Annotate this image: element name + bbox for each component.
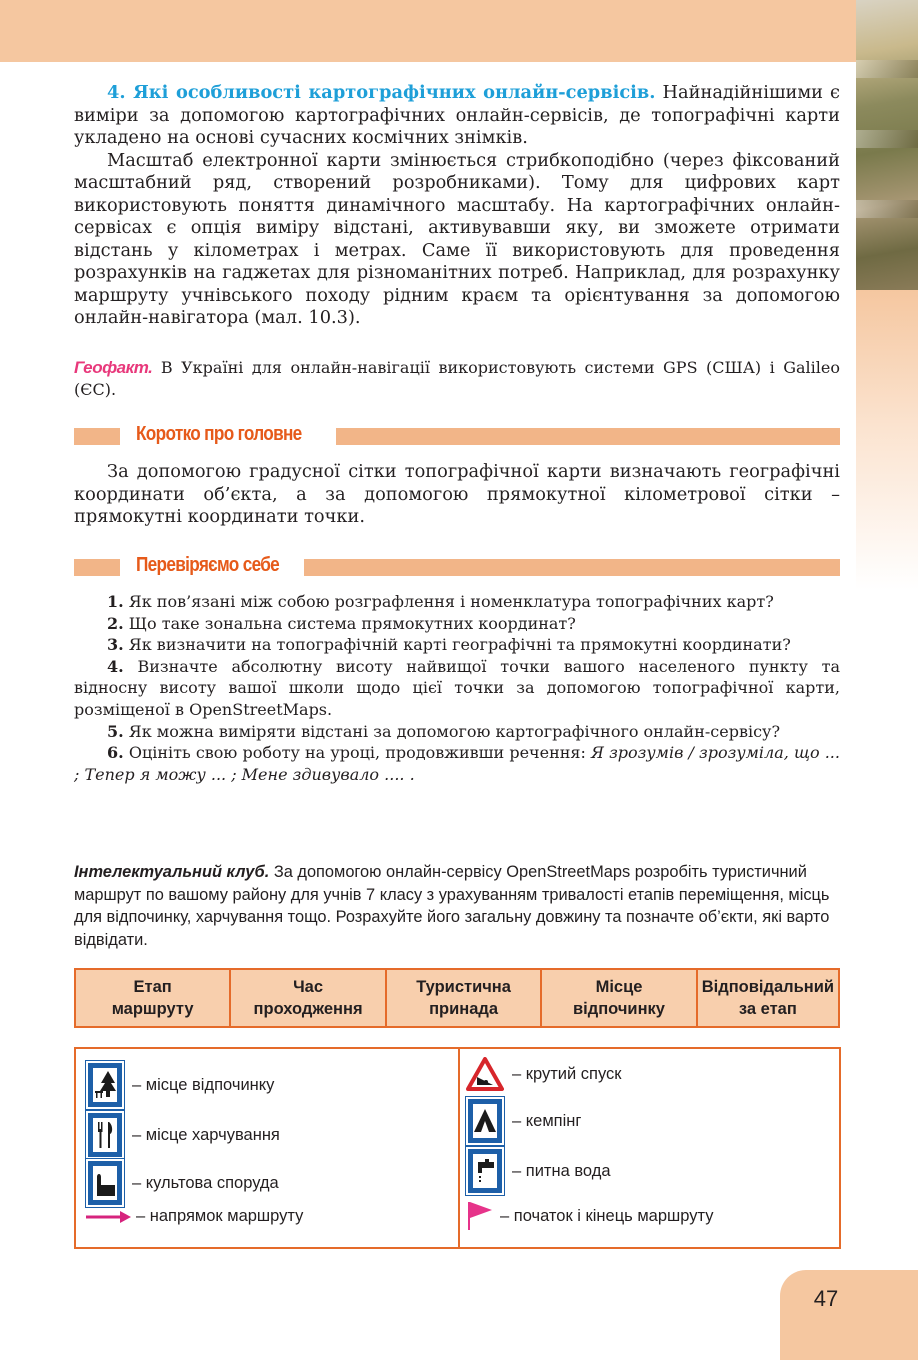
question-item: 2. Що таке зональна система прямокутних координат? — [107, 613, 576, 633]
selfcheck-heading-bar — [74, 556, 840, 580]
question-item: 1. Як пов’язані між собою розграфлення і номенклатура топографічних карт? — [107, 592, 774, 611]
geofact-text: В Україні для онлайн-навігації використовують системи GPS (США) і Galileo (ЄС). — [74, 358, 840, 399]
club-paragraph — [74, 861, 840, 951]
club-label: Інтелектуальний клуб. — [74, 863, 270, 881]
question-item: 3. Як визначити на топографічній карті географічні та прямокутні координати? — [107, 635, 791, 655]
table-header-cell: Етап маршруту — [75, 969, 230, 1027]
steep-descent-sign-icon — [466, 1057, 504, 1091]
legend-label: – початок і кінець маршруту — [500, 1206, 714, 1225]
legend-item-steep-descent — [466, 1057, 622, 1091]
section-4-paragraph-2: Масштаб електронної карти змінюється стрибкоподібно (через фіксований масштабний ряд, створений розробниками). Тому для цифрових карт використовують поняття динамічного масштабу. На картографічних онлайн-сервісах є опція виміру відстані, активувавши яку, ви зможете отримати відстань у кілометрах і метрах. Саме її використовують для проведення розрахунків на гаджетах для різноманітних потреб. Наприклад, для розрахунку маршруту учнівського походу рідним краєм та орієнтування за допомогою онлайн-навігатора (мал. 10.3). — [74, 149, 840, 328]
summary — [74, 461, 840, 529]
legend-item-route-direction — [86, 1207, 303, 1226]
table-header-row — [75, 969, 839, 1027]
question-item: 6. Оцініть свою роботу на уроці, продовживши речення: Я зрозумів / зрозуміла, що ... ; Тепер я можу ... ; Мене здивувало .... . — [74, 743, 840, 784]
page-number-tab — [780, 1270, 918, 1360]
table-header-cell: Час проходження — [230, 969, 386, 1027]
selfcheck-heading: Перевіряємо себе — [136, 554, 280, 576]
side-decor-fade — [856, 290, 918, 590]
page-number: 47 — [813, 1286, 839, 1311]
start-end-flag-icon — [466, 1201, 496, 1231]
summary-heading-bar — [74, 425, 840, 449]
section-4 — [74, 82, 840, 330]
legend-item-start-end — [466, 1201, 714, 1231]
religious-building-sign-icon — [86, 1159, 124, 1207]
section-4-text-1: Найнадійнішими є виміри за допомогою картографічних онлайн-сервісів, де топографічні карти укладено на основі сучасних космічних знімків. — [74, 82, 840, 148]
club-text: За допомогою онлайн-сервісу OpenStreetMaps розробіть туристичний маршрут по вашому району для учнів 7 класу з урахуванням тривалості етапів переміщення, місць для відпочинку, харчування тощо. Розрахуйте його загальну довжину та позначте об’єкти, які варто відвідати. — [74, 863, 830, 949]
mountain-photo-strip — [856, 0, 918, 290]
legend-label: – кемпінг — [512, 1111, 582, 1130]
legend-item-camping — [466, 1097, 581, 1145]
section-4-title: 4. Які особливості картографічних онлайн-сервісів. — [107, 82, 656, 103]
table-header-cell: Місце відпочинку — [541, 969, 696, 1027]
route-table — [74, 968, 840, 1028]
legend-label: – місце харчування — [132, 1125, 280, 1144]
top-decor-band — [0, 0, 856, 62]
intellectual-club — [74, 861, 840, 951]
summary-text: За допомогою градусної сітки топографічної карти визначають географічні координати об’єкта, а за допомогою прямокутної кілометрової сітки – прямокутні координати точки. — [74, 461, 840, 527]
legend-label: – питна вода — [512, 1161, 611, 1180]
table-header-cell: Відповідальний за етап — [697, 969, 839, 1027]
section-4-paragraph-1 — [74, 82, 840, 150]
map-legend — [74, 1047, 841, 1249]
geofact-paragraph — [74, 357, 840, 400]
summary-heading: Коротко про головне — [136, 423, 302, 445]
question-item: 5. Як можна виміряти відстані за допомогою картографічного онлайн-сервісу? — [107, 721, 781, 741]
geofact-label: Геофакт. — [74, 358, 153, 377]
geofact — [74, 357, 840, 400]
legend-label: – крутий спуск — [512, 1064, 622, 1083]
food-place-sign-icon — [86, 1111, 124, 1159]
drinking-water-sign-icon — [466, 1147, 504, 1195]
legend-item-rest-place — [86, 1061, 274, 1109]
legend-label: – культова споруда — [132, 1173, 279, 1192]
selfcheck-questions — [74, 591, 840, 785]
camping-sign-icon — [466, 1097, 504, 1145]
route-direction-arrow-icon — [86, 1210, 132, 1224]
rest-place-sign-icon — [86, 1061, 124, 1109]
legend-item-drinking-water — [466, 1147, 611, 1195]
table-header-cell: Туристична принада — [386, 969, 541, 1027]
legend-item-religious-building — [86, 1159, 279, 1207]
legend-label: – напрямок маршруту — [136, 1207, 304, 1225]
question-item: 4. Визначте абсолютну висоту найвищої точки вашого населеного пункту та відносну висоту вашої школи щодо цієї точки за допомогою топографічної карти, розміщеної в OpenStreetMaps. — [74, 656, 840, 719]
legend-label: – місце відпочинку — [132, 1075, 275, 1094]
legend-item-food-place — [86, 1111, 280, 1159]
